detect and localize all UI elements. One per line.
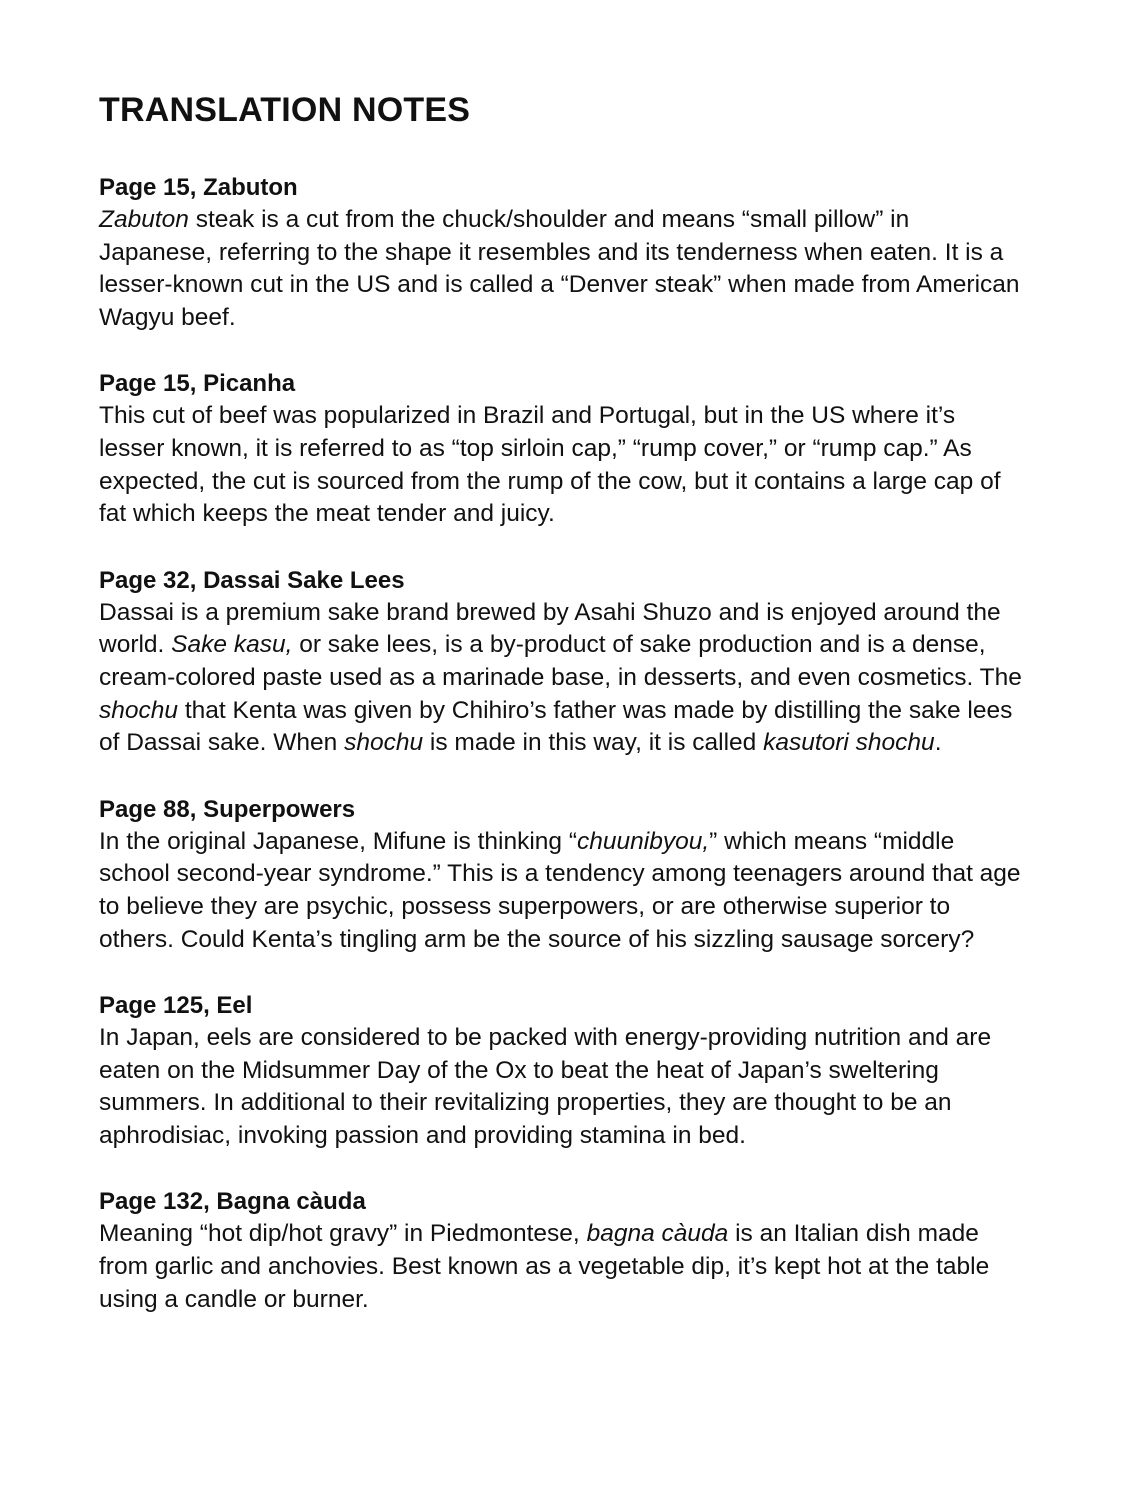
note-body: In the original Japanese, Mifune is thinking “chuunibyou,” which means “middle school second-year syndrome.” This is a tendency among teenagers around that age to believe they are psychic, possess superpowers, or are otherwise superior to others. Could Kenta’s tingling arm be the source of his sizzling sausage sorcery? xyxy=(99,827,1021,953)
translation-note xyxy=(99,794,1023,956)
page-title: TRANSLATION NOTES xyxy=(99,91,471,129)
italic-term: kasutori shochu xyxy=(763,729,935,757)
italic-term: shochu xyxy=(344,729,424,757)
note-heading: Page 15, Zabuton xyxy=(99,174,298,201)
note-body: Meaning “hot dip/hot gravy” in Piedmontese, bagna càuda is an Italian dish made from garlic and anchovies. Best known as a vegetable dip, it’s kept hot at the table using a candle or burner. xyxy=(99,1220,990,1313)
translation-note xyxy=(99,1186,1023,1316)
note-heading: Page 132, Bagna càuda xyxy=(99,1188,366,1216)
italic-term: chuunibyou, xyxy=(577,827,710,855)
note-heading: Page 15, Picanha xyxy=(99,370,296,398)
translation-note xyxy=(99,565,1023,760)
translation-note xyxy=(99,990,1023,1152)
note-heading: Page 88, Superpowers xyxy=(99,795,356,823)
italic-term: bagna càuda xyxy=(586,1220,729,1248)
note-body: Dassai is a premium sake brand brewed by Asahi Shuzo and is enjoyed around the world. Sake kasu, or sake lees, is a by-product of sake production and is a dense, cream-colored paste used as a marinade base, in desserts, and even cosmetics. The shochu that Kenta was given by Chihiro’s father was made by distilling the sake lees of Dassai sake. When shochu is made in this way, it is called kasutori shochu. xyxy=(99,598,1022,757)
note-heading: Page 32, Dassai Sake Lees xyxy=(99,566,405,594)
note-body: This cut of beef was popularized in Brazil and Portugal, but in the US where it’s lesser known, it is referred to as “top sirloin cap,” “rump cover,” or “rump cap.” As expected, the cut is sourced from the rump of the cow, but it contains a large cap of fat which keeps the meat tender and juicy. xyxy=(99,402,1001,528)
italic-term: shochu xyxy=(99,696,179,724)
note-body: Zabuton steak is a cut from the chuck/shoulder and means “small pillow” in Japanese, referring to the shape it resembles and its tenderness when eaten. It is a lesser-known cut in the US and is called a “Denver steak” when made from American Wagyu beef. xyxy=(99,206,1020,331)
translation-note xyxy=(99,368,1023,530)
italic-term: Zabuton xyxy=(99,206,189,233)
note-body: In Japan, eels are considered to be packed with energy-providing nutrition and are eaten on the Midsummer Day of the Ox to beat the heat of Japan’s sweltering summers. In additional to their revitalizing properties, they are thought to be an aphrodisiac, invoking passion and providing stamina in bed. xyxy=(99,1024,992,1149)
notes-list xyxy=(99,172,1023,1316)
italic-term: Sake kasu, xyxy=(171,631,293,659)
note-heading: Page 125, Eel xyxy=(99,992,253,1020)
translation-note xyxy=(99,172,1023,334)
